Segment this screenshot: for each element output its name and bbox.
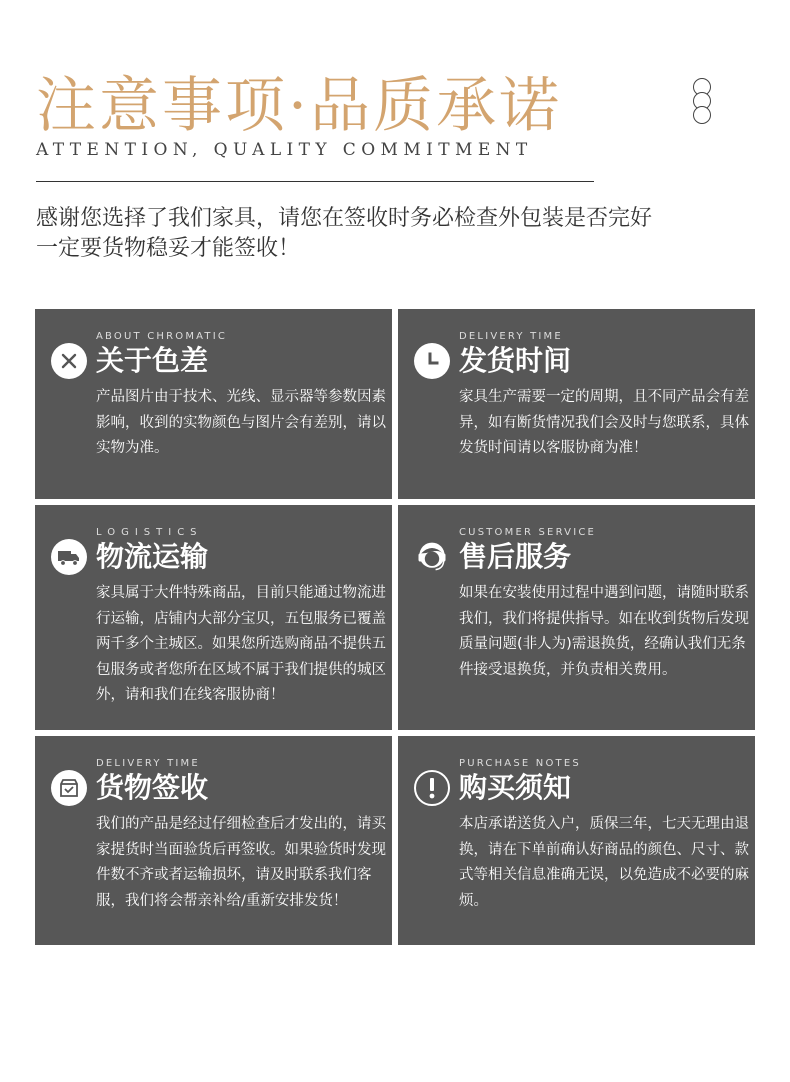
card-heading: 货物签收 [96,771,209,804]
card-body: 我们的产品是经过仔细检查后才发出的，请买家提货时当面验货后再签收。如果验货时发现件数不齐或者运输损坏，请及时联系我们客服，我们将会帮亲补给/重新安排发货！ [96,816,386,909]
card-tag: PURCHASE NOTES [459,758,581,769]
page-title: 注意事项·品质承诺 [36,71,563,141]
decorative-rings [693,78,713,120]
card-heading: 物流运输 [96,540,209,573]
card-heading: 发货时间 [459,344,572,377]
close-icon [51,343,87,379]
card-body: 家具属于大件特殊商品，目前只能通过物流进行运输，店铺内大部分宝贝，五包服务已覆盖两千多个主城区。如果您所选购商品不提供五包服务或者您所在区域不属于我们提供的城区外，请和我们在线客服协商！ [96,585,386,703]
ring-icon [693,106,711,124]
clock-icon [414,343,450,379]
headset-icon [414,539,450,575]
card-heading: 关于色差 [96,344,209,377]
page-subtitle: ATTENTION, QUALITY COMMITMENT [36,140,533,160]
card-logistics [35,505,392,730]
card-chromatic [35,309,392,499]
card-customer-service [398,505,755,730]
divider [36,181,594,182]
card-tag: DELIVERY TIME [459,331,563,342]
package-check-icon [51,770,87,806]
card-tag: CUSTOMER SERVICE [459,527,597,538]
exclamation-icon [414,770,450,806]
card-body: 家具生产需要一定的周期，且不同产品会有差异，如有断货情况我们会及时与您联系，具体发货时间请以客服协商为准！ [459,389,749,456]
card-delivery-time [398,309,755,499]
intro-line-1: 感谢您选择了我们家具，请您在签收时务必检查外包装是否完好 [36,206,653,231]
card-body: 本店承诺送货入户，质保三年，七天无理由退换，请在下单前确认好商品的颜色、尺寸、款式等相关信息准确无误，以免造成不必要的麻烦。 [459,816,749,909]
card-heading: 购买须知 [459,771,572,804]
card-tag: ABOUT CHROMATIC [96,331,228,342]
card-body: 如果在安装使用过程中遇到问题，请随时联系我们，我们将提供指导。如在收到货物后发现质量问题(非人为)需退换货，经确认我们无条件接受退换货，并负责相关费用。 [459,585,749,678]
intro-text [36,204,652,264]
truck-icon [51,539,87,575]
intro-line-2: 一定要货物稳妥才能签收！ [36,236,301,261]
card-body: 产品图片由于技术、光线、显示器等参数因素影响，收到的实物颜色与图片会有差别，请以实物为准。 [96,389,386,456]
card-heading: 售后服务 [459,540,572,573]
card-receipt [35,736,392,945]
card-purchase-notes [398,736,755,945]
card-tag: DELIVERY TIME [96,758,200,769]
card-tag: LOGISTICS [96,527,203,538]
